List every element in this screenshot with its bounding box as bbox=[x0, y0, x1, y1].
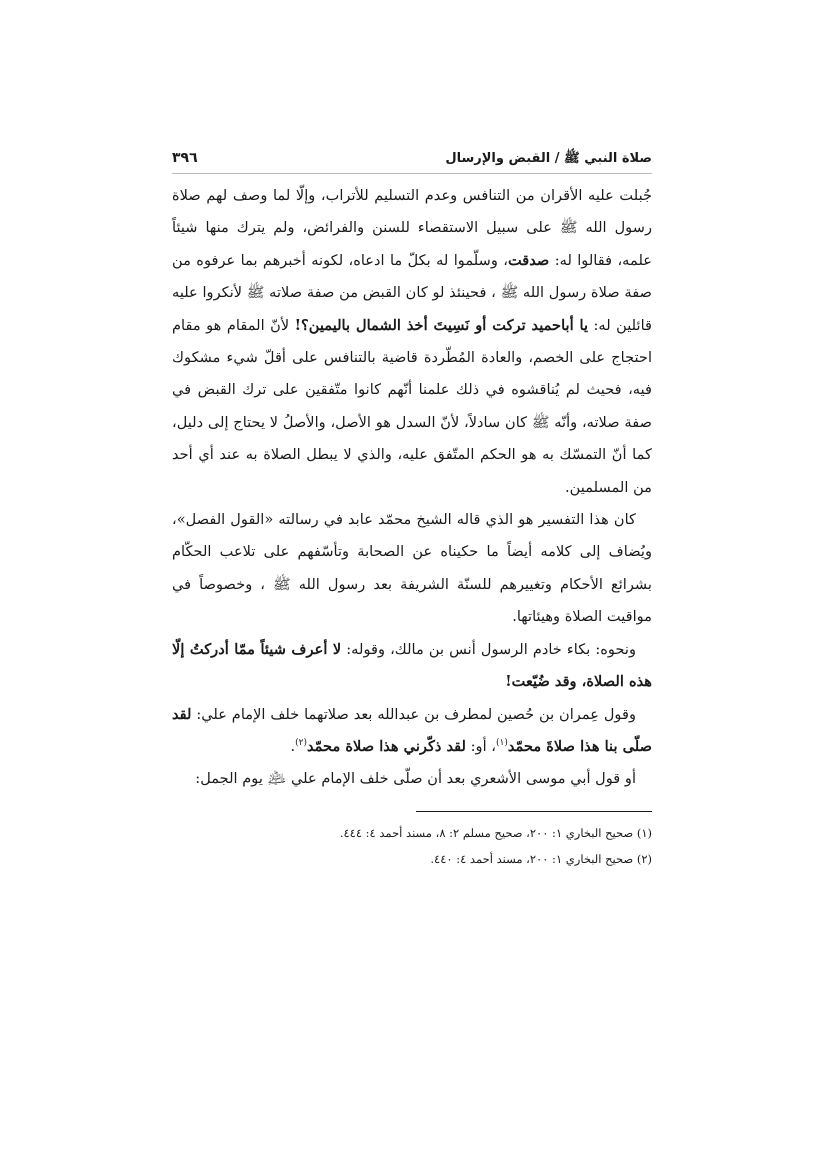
paragraph-1-text-a: جُبلت عليه الأقران من التنافس وعدم التسليم للأتراب، وإلّا لما وصف لهم صلاة رسول الله ﷺ على سبيل الاستقصاء للسنن والفرائض، ولم يترك منها شيئاً علمه، فقالوا له: bbox=[172, 187, 652, 269]
paragraph-3-text: ونحوه: بكاء خادم الرسول أنس بن مالك، وقوله: bbox=[341, 640, 637, 658]
paragraph-1-text-c: لأنّ المقام هو مقام احتجاج على الخصم، والعادة المُطّردة قاضية بالتنافس على أقلّ شيء مشكوك فيه، فحيث لم يُناقشوه في ذلك علمنا أنّهم كانوا متّفقين على ترك القبض في صفة صلاته، وأنّه ﷺ كان سادلاً، لأنّ السدل هو الأصل، والأصلُ لا يحتاج إلى دليل، كما أنّ التمسّك به هو الحكم المتّفق عليه، والذي لا يبطل الصلاة به عند أي أحد من المسلمين. bbox=[172, 316, 652, 496]
paragraph-4-text-a: وقول عِمران بن حُصين لمطرف بن عبدالله بعد صلاتهما خلف الإمام علي: bbox=[191, 705, 636, 723]
paragraph-4-text-b: ، أو: bbox=[465, 737, 496, 755]
paragraph-1-bold-a: صدقت bbox=[507, 251, 550, 269]
footnote-2: (٢) صحيح البخاري ١: ٢٠٠، مسند أحمد ٤: ٤٤٠. bbox=[430, 851, 652, 866]
paragraph-3 bbox=[172, 634, 652, 699]
footnote-ref-2[interactable]: (٢) bbox=[295, 738, 307, 749]
footnote-ref-1[interactable]: (١) bbox=[496, 738, 508, 749]
running-header bbox=[172, 150, 652, 174]
paragraph-2: كان هذا التفسير هو الذي قاله الشيخ محمّد عابد في رسالته «القول الفصل»، ويُضاف إلى كلامه أيضاً ما حكيناه عن الصحابة وتأسّفهم على تلاعب الحكّام بشرائع الأحكام وتغييرهم للسنّة الشريفة بعد رسول الله ﷺ ، وخصوصاً في مواقيت الصلاة وهيئاتها. bbox=[172, 511, 652, 626]
paragraph-5: أو قول أبي موسى الأشعري بعد أن صلّى خلف الإمام علي ﵇ يوم الجمل: bbox=[195, 770, 636, 788]
chapter-title: صلاة النبي ﷺ / القبض والإرسال bbox=[445, 151, 652, 166]
paragraph-4 bbox=[172, 699, 652, 764]
paragraph-3-bold: لا أعرف شيئاً ممّا أدركتُ إلّا هذه الصلاة، وقد ضُيّعت! bbox=[172, 640, 652, 691]
footnotes bbox=[172, 820, 652, 872]
book-page bbox=[172, 150, 652, 872]
paragraph-4-bold-b: لقد ذكّرني هذا صلاة محمّد bbox=[306, 737, 466, 755]
footnote-1: (١) صحيح البخاري ١: ٢٠٠، صحيح مسلم ٢: ٨، مسند أحمد ٤: ٤٤٤. bbox=[339, 825, 652, 840]
paragraph-4-text-c: . bbox=[290, 737, 296, 755]
paragraph-1-bold-b: يا أباحميد تركت أو نَسِيتَ أخذ الشمال باليمين؟! bbox=[294, 316, 589, 334]
main-text bbox=[172, 180, 652, 796]
paragraph-1 bbox=[172, 180, 652, 504]
footnote-separator bbox=[416, 811, 652, 812]
paragraph-4-bold-a: لقد صلّى بنا هذا صلاةَ محمّد bbox=[172, 705, 652, 755]
page-number: ٣٩٦ bbox=[172, 150, 198, 166]
paragraph-1-text-b: ، وسلّموا له بكلّ ما ادعاه، لكونه أخبرهم بما عرفوه من صفة صلاة رسول الله ﷺ ، فحينئذ لو كان القبض من صفة صلاته ﷺ لأنكروا عليه قائلين له: bbox=[172, 251, 652, 334]
